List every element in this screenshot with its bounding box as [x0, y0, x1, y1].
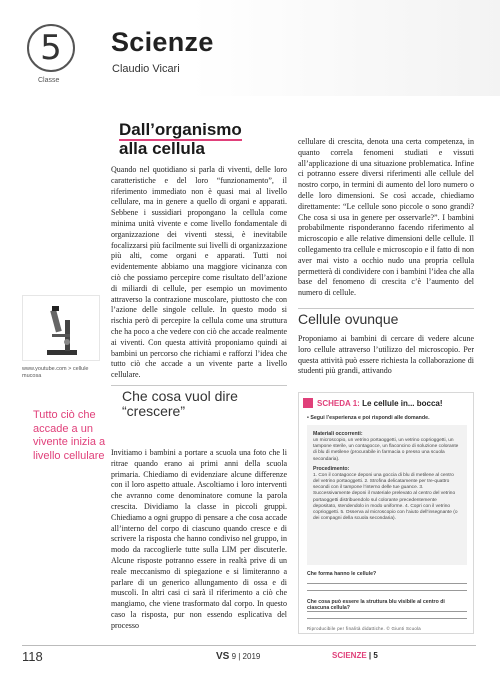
worksheet-icon [303, 398, 313, 408]
subheading-cellule-ovunque: Cellule ovunque [298, 311, 399, 327]
worksheet-footer: Riproducibile per finalità didattiche. © Giunti Scuola [307, 626, 421, 631]
question-1: Che forma hanno le cellule? [307, 571, 377, 577]
crescere-paragraph: Invitiamo i bambini a portare a scuola una foto che li ritrae quando erano ai primi anni della scuola primaria. Chiediamo di evidenziare alcune differenze con il loro aspetto attuale. Ascoltiamo i loro interventi che avranno come denominatore comune la parola crescita. Dividiamo la classe in piccoli gruppi. Chiediamo a ogni gruppo di pensare a che cosa accade all’interno del corpo di ciascuno quando cresce e di scrivere la risposta che hanno condiviso nel gruppo, in modo da raccoglierle tutte sulla LIM per discuterle. Alcune risposte potranno essere in realtà prive di un reale meccanismo di spiegazione e si limiteranno a parlare di un generico allungamento di ossa e di muscoli. In altri casi ci sarà il riferimento a ciò che mangiamo, che viene trasformato dal corpo. In questo caso la risposta, pur non essendo esplicativa del processo [111, 448, 287, 630]
class-label: Classe [38, 77, 60, 84]
class-number-badge: 5 [27, 24, 75, 72]
magazine-issue: VS 9 | 2019 [216, 651, 261, 662]
answer-line [307, 590, 467, 591]
microscope-icon [43, 304, 81, 356]
header-band [0, 0, 500, 96]
pull-quote: Tutto ciò che accade a un vivente inizia a livello cellulare [33, 409, 106, 462]
answer-line [307, 618, 467, 619]
worksheet-instructions [307, 425, 467, 565]
divider [298, 308, 474, 309]
procedure-label: Procedimento: [313, 465, 350, 472]
subheading-crescere: Che cosa vuol dire “crescere” [122, 388, 238, 419]
article-title [119, 120, 242, 158]
answer-line [307, 611, 467, 612]
worksheet-intro: • Segui l’esperienza e poi rispondi alle domande. [307, 415, 430, 421]
materials-label: Materiali occorrenti: [313, 431, 363, 437]
footer-section: SCIENZE | 5 [332, 651, 378, 660]
page-header [0, 0, 500, 96]
image-caption: www.youtube.com > cellule mucosa [22, 366, 89, 379]
intro-paragraph: Quando nel quotidiano si parla di viventi, delle loro caratteristiche e del loro “funzionamento”, il riferimento immediato non è quasi mai al livello cellulare, ma in genere a quello di organi e apparati. Sebbene i sussidiari propongano la cellula come minima unità vivente e come livello fondamentale di organizzazione dei viventi stessi, è inevitabile focalizzarsi più facilmente sui livelli di organizzazione più alti, come organi e apparati. Tutti noi evidentemente abbiamo una maggiore vicinanza con ciò che possiamo percepire come risultato dell’azione di miliardi di cellule, per esempio un movimento attraverso la contrazione muscolare, piuttosto che con l’azione delle singole cellule. In questo modo si rischia però di percepire la cellula come una struttura che ha poco a che vedere con ciò che accade realmente ai viventi. Con questa attività proponiamo quindi ai bambini un percorso che richiami e rafforzi l’idea che tutto ciò che accade a un vivente parte a livello cellulare. [111, 165, 287, 380]
worksheet-header [303, 397, 443, 409]
microscope-image [22, 295, 100, 361]
worksheet-box [298, 392, 474, 634]
procedure-text: 1. Con il contagocce deponi una goccia di blu di metilene al centro del vetrino portaoggetti. 2. Strofina delicatamente per tre-quattro secondi con il tampone l’interno delle tue guance. 3. Successivamente deponi il materiale prelevato al centro del vetrino portaoggetti distribuendolo sul colorante precedentemente depositato, stendendolo in modo uniforme. 4. Copri con il vetrino coprioggetti. 5. Osserva al microscopio con l’aiuto dell’insegnante (o dei compagni della scuola secondaria). [313, 472, 458, 522]
cellule-ovunque-paragraph: Proponiamo ai bambini di cercare di vedere alcune loro cellule attraverso l’utilizzo del microscopio. Per questa attività può essere richiesta la collaborazione di studenti più grandi, attivando [298, 334, 474, 376]
article-title-line2: alla cellula [119, 139, 205, 158]
worksheet-title: SCHEDA 1: Le cellule in... bocca! [317, 398, 443, 408]
page-number: 118 [22, 649, 43, 664]
article-title-line1: Dall’organismo [119, 120, 242, 139]
divider [111, 385, 287, 386]
question-2: Che cosa può essere la struttura blu visibile al centro di ciascuna cellula? [307, 599, 445, 611]
column2-paragraph: cellulare di crescita, denota una certa competenza, in quanto correla fenomeni studiati e vissuti all’applicazione di una situazione problematica. Infine ci potranno essere diversi riferimenti alle cellule del nostro corpo, in termini di aumento del loro numero o delle loro dimensioni. Se così accade, chiediamo direttamente: “Le cellule sono piccole o sono grandi? Che cosa si usa in genere per osservarle?”. I bambini probabilmente risponderanno facendo riferimento al microscopio e alle relative dimensioni delle cellule. Il collegamento tra cellule e microscopio e il fatto di non aver mai visto a occhio nudo una propria cellula permetterà di condividere con i bambini l’idea che alla base del fenomeno di crescita c’è l’aumento del numero di cellule. [298, 137, 474, 298]
footer-divider [22, 645, 476, 646]
section-title: Scienze [111, 27, 214, 57]
materials-text: un microscopio, un vetrino portaoggetti, un vetrino coprioggetti, un tampone sterile, un contagocce, un flaconcino di soluzione colorante di blu di metilene (procurabile in farmacia o presso una scuola secondaria). [313, 438, 459, 462]
magazine-logo: VS [216, 651, 230, 662]
answer-line [307, 583, 467, 584]
author-name: Claudio Vicari [112, 63, 180, 75]
